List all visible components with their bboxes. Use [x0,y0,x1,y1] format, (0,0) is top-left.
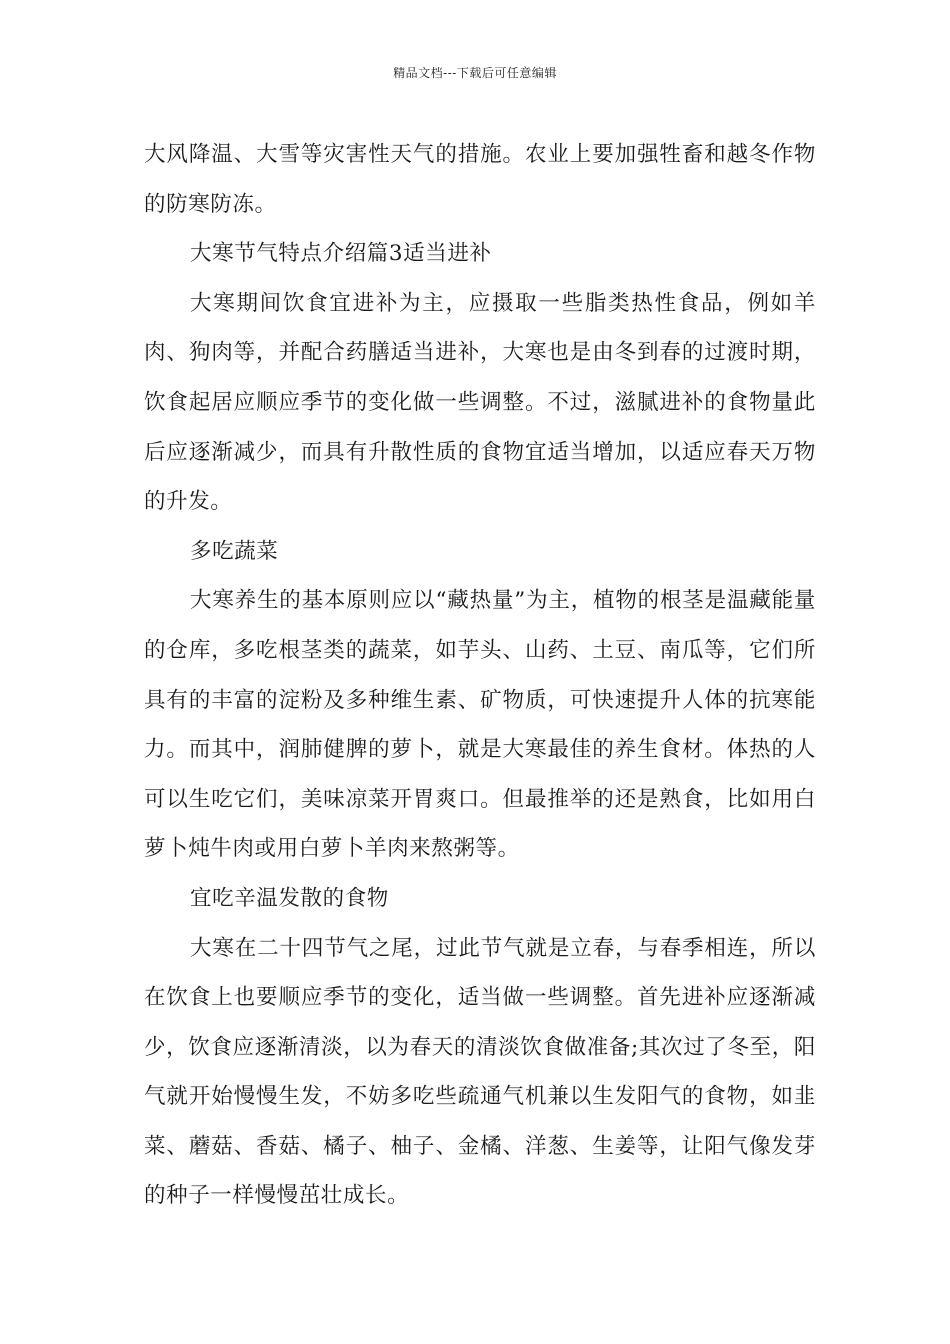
paragraph: 大寒期间饮食宜进补为主，应摄取一些脂类热性食品，例如羊肉、狗肉等，并配合药膳适当进补，大寒也是由冬到春的过渡时期，饮食起居应顺应季节的变化做一些调整。不过，滋腻进补的食物量此后应逐渐减少，而具有升散性质的食物宜适当增加，以适应春天万物的升发。 [144,290,816,515]
paragraph: 大寒养生的基本原则应以“藏热量”为主，植物的根茎是温藏能量的仓库，多吃根茎类的蔬菜，如芋头、山药、土豆、南瓜等，它们所具有的丰富的淀粉及多种维生素、矿物质，可快速提升人体的抗寒能力。而其中，润肺健脾的萝卜，就是大寒最佳的养生食材。体热的人可以生吃它们，美味凉菜开胃爽口。但最推举的还是熟食，比如用白萝卜炖牛肉或用白萝卜羊肉来熬粥等。 [144,588,816,862]
document-body [144,130,816,1221]
section-heading: 宜吃辛温发散的食物 [190,885,389,911]
section-heading: 多吃蔬菜 [190,538,279,564]
page-header: 精品文档---下载后可任意编辑 [393,66,557,80]
paragraph-continuation: 大风降温、大雪等灾害性天气的措施。农业上要加强牲畜和越冬作物的防寒防冻。 [144,142,816,217]
section-heading: 大寒节气特点介绍篇3适当进补 [190,241,492,267]
paragraph: 大寒在二十四节气之尾，过此节气就是立春，与春季相连，所以在饮食上也要顺应季节的变化，适当做一些调整。首先进补应逐渐减少，饮食应逐渐清淡，以为春天的清淡饮食做准备;其次过了冬至，阳气就开始慢慢生发，不妨多吃些疏通气机兼以生发阳气的食物，如韭菜、蘑菇、香菇、橘子、柚子、金橘、洋葱、生姜等，让阳气像发芽的种子一样慢慢茁壮成长。 [144,935,816,1209]
